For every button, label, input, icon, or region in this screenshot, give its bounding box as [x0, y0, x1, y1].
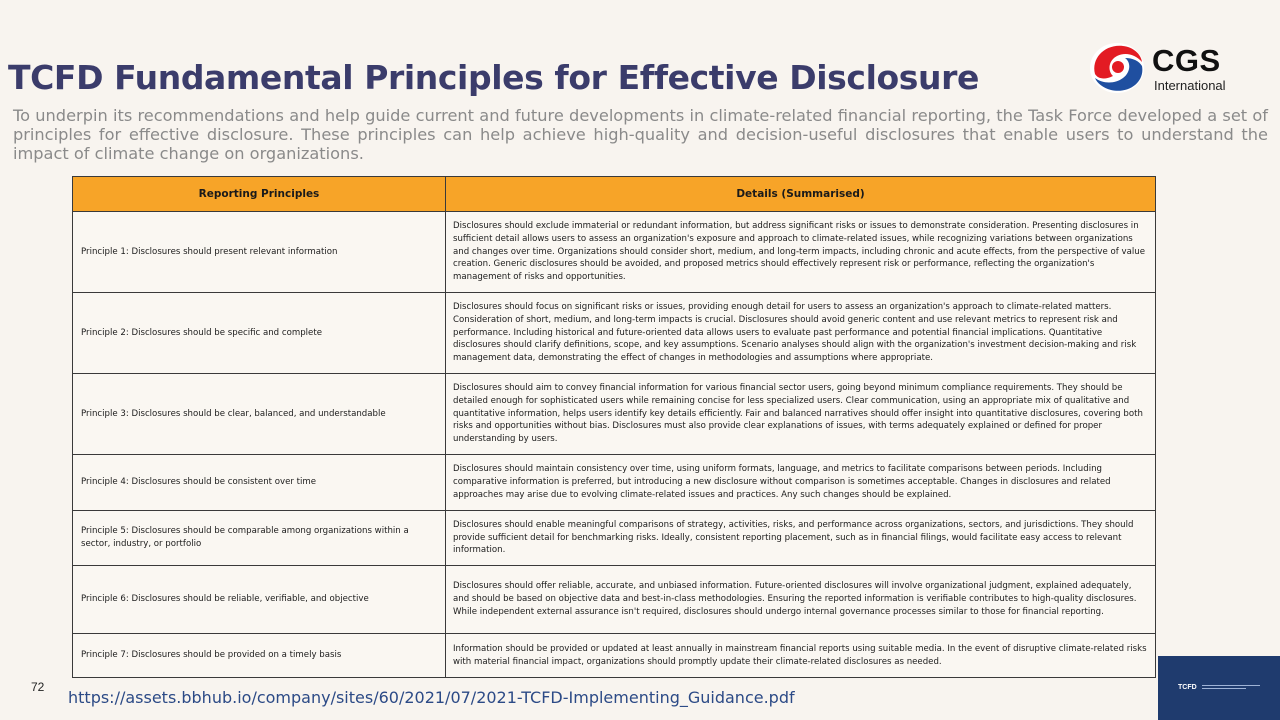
cgs-swirl-icon	[1087, 40, 1147, 96]
logo-name: CGS	[1152, 43, 1221, 78]
page-title: TCFD Fundamental Principles for Effective Disclosure	[8, 58, 979, 97]
table-row	[73, 293, 1156, 374]
principle-cell: Principle 4: Disclosures should be consistent over time	[73, 455, 446, 511]
details-cell: Disclosures should focus on significant risks or issues, providing enough detail for users to assess an organization's approach to climate-related matters. Consideration of short, medium, and long-term impacts is crucial. Disclosures should avoid generic content and use relevant metrics to represent risk and performance. Including historical and future-oriented data allows users to evaluate past performance and potential financial implications. Quantitative disclosures should clarify definitions, scope, and key assumptions. Scenario analyses should align with the organization's investment decision-making and risk management data, demonstrating the effect of changes in methodologies and assumptions where appropriate.	[446, 293, 1156, 374]
tcfd-report-thumbnail	[1158, 656, 1280, 720]
thumbnail-text-lines	[1202, 685, 1262, 691]
page-number: 72	[31, 680, 45, 694]
principle-cell: Principle 3: Disclosures should be clear, balanced, and understandable	[73, 374, 446, 455]
details-cell: Disclosures should enable meaningful comparisons of strategy, activities, risks, and performance across organizations, sectors, and jurisdictions. They should provide sufficient detail for benchmarking risks. Ideally, consistent reporting placement, such as in financial filings, would facilitate easy access to relevant information.	[446, 511, 1156, 566]
source-link[interactable]: https://assets.bbhub.io/company/sites/60/2021/07/2021-TCFD-Implementing_Guidance.pdf	[68, 688, 795, 707]
principle-cell: Principle 5: Disclosures should be comparable among organizations within a sector, industry, or portfolio	[73, 511, 446, 566]
details-cell: Disclosures should aim to convey financial information for various financial sector users, going beyond minimum compliance requirements. They should be detailed enough for sophisticated users while remaining concise for less specialized users. Clear communication, using an appropriate mix of qualitative and quantitative information, helps users identify key details efficiently. Fair and balanced narratives should offer insight into quantitative disclosures, covering both risks and opportunities without bias. Disclosures must also provide clear explanations of issues, with terms adequately explained or defined for proper understanding by users.	[446, 374, 1156, 455]
principle-cell: Principle 6: Disclosures should be reliable, verifiable, and objective	[73, 566, 446, 634]
details-cell: Disclosures should maintain consistency over time, using uniform formats, language, and metrics to facilitate comparisons between periods. Including comparative information is preferred, but introducing a new disclosure without comparison is sometimes acceptable. Changes in disclosures and related approaches may arise due to evolving climate-related issues and practices. Any such changes should be explained.	[446, 455, 1156, 511]
principle-cell: Principle 1: Disclosures should present relevant information	[73, 212, 446, 293]
intro-paragraph: To underpin its recommendations and help guide current and future developments in climate-related financial reporting, the Task Force developed a set of principles for effective disclosure. These principles can help achieve high-quality and decision-useful disclosures that enable users to understand the impact of climate change on organizations.	[13, 106, 1268, 163]
cgs-logo	[1087, 40, 1237, 96]
details-cell: Disclosures should exclude immaterial or redundant information, but address significant risks or issues to demonstrate consideration. Presenting disclosures in sufficient detail allows users to assess an organization's exposure and approach to climate-related issues, while recognizing variations between organizations and changes over time. Organizations should consider short, medium, and long-term impacts, including chronic and acute effects, from the perspective of value creation. Generic disclosures should be avoided, and proposed metrics should effectively represent risk or performance, reflecting the organization's management of risks and opportunities.	[446, 212, 1156, 293]
principle-cell: Principle 2: Disclosures should be specific and complete	[73, 293, 446, 374]
details-cell: Information should be provided or updated at least annually in mainstream financial reports using suitable media. In the event of disruptive climate-related risks with material financial impact, organizations should promptly update their climate-related disclosures as needed.	[446, 634, 1156, 678]
column-header-principles: Reporting Principles	[73, 177, 446, 212]
logo-subtitle: International	[1154, 78, 1226, 93]
table-header-row	[73, 177, 1156, 212]
table-row	[73, 212, 1156, 293]
details-cell: Disclosures should offer reliable, accurate, and unbiased information. Future-oriented disclosures will involve organizational judgment, explained adequately, and should be based on objective data and best-in-class methodologies. Ensuring the reported information is verifiable contributes to high-quality disclosures. While independent external assurance isn't required, disclosures should undergo internal governance processes similar to those for financial reporting.	[446, 566, 1156, 634]
principle-cell: Principle 7: Disclosures should be provided on a timely basis	[73, 634, 446, 678]
column-header-details: Details (Summarised)	[446, 177, 1156, 212]
table-row	[73, 511, 1156, 566]
table-row	[73, 374, 1156, 455]
principles-table	[72, 176, 1156, 678]
thumbnail-label: TCFD	[1178, 684, 1197, 691]
table-row	[73, 566, 1156, 634]
table-row	[73, 634, 1156, 678]
table-row	[73, 455, 1156, 511]
